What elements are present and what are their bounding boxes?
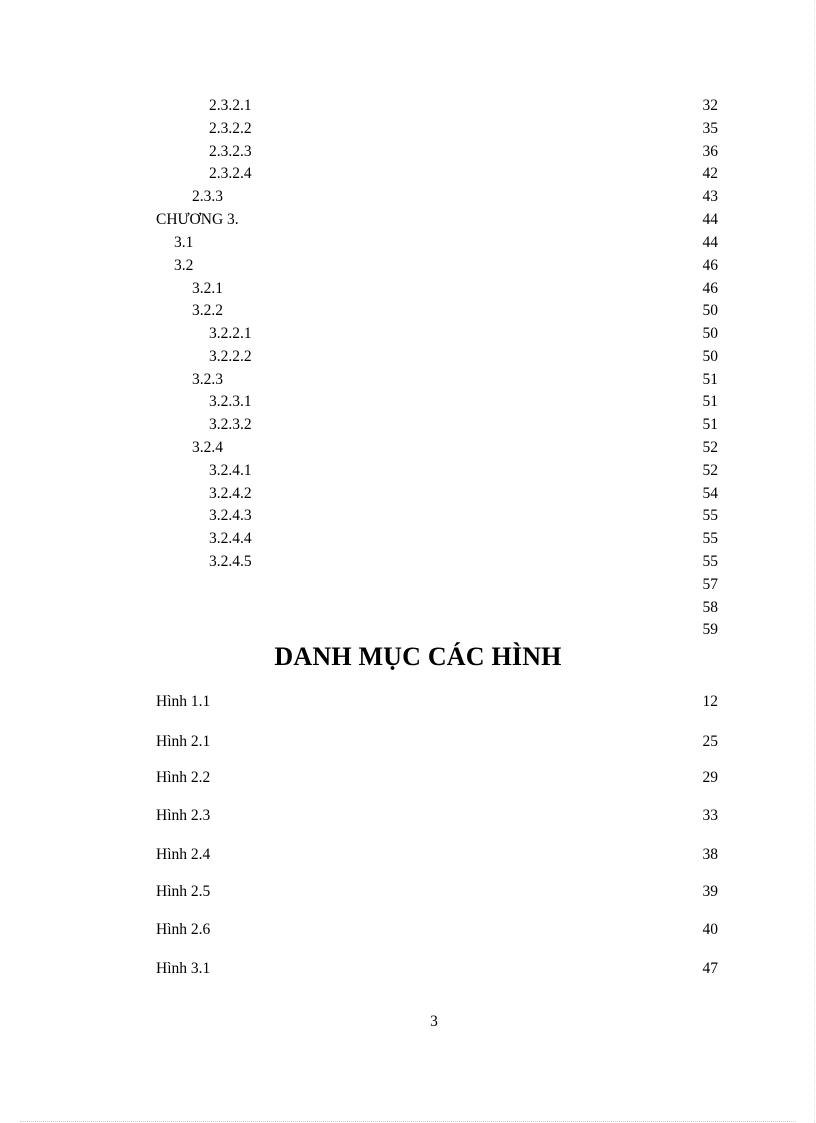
toc-number: 3.2.4 [192, 439, 223, 456]
toc-page: 55 [702, 553, 718, 570]
toc-number: 3.2.3.1 [209, 393, 252, 410]
toc-page: 55 [702, 507, 718, 524]
toc-number: 2.3.2.3 [209, 143, 252, 160]
toc-page: 50 [702, 325, 718, 342]
figure-page: 25 [702, 733, 718, 750]
figure-number: Hình 2.1 [156, 733, 211, 750]
figure-number: Hình 1.1 [156, 693, 211, 710]
figure-number: Hình 2.5 [156, 883, 211, 900]
toc-number: 3.2.2.2 [209, 348, 252, 365]
toc-page: 51 [702, 371, 718, 388]
toc-page: 57 [702, 576, 718, 593]
toc-page: 44 [702, 211, 718, 228]
toc-page: 52 [702, 462, 718, 479]
toc-page: 35 [702, 120, 718, 137]
toc-number: 2.3.2.4 [209, 165, 252, 182]
toc-number: 3.1 [174, 234, 194, 251]
toc-page: 50 [702, 302, 718, 319]
figure-number: Hình 2.3 [156, 807, 211, 824]
toc-page: 42 [702, 165, 718, 182]
toc-page: 54 [702, 485, 718, 502]
toc-page: 55 [702, 530, 718, 547]
figure-page: 47 [702, 960, 718, 977]
figure-number: Hình 3.1 [156, 960, 211, 977]
toc-number: 3.2.4.5 [209, 553, 252, 570]
toc-page: 59 [702, 621, 718, 638]
toc-page: 46 [702, 257, 718, 274]
figure-page: 39 [702, 883, 718, 900]
toc-page: 51 [702, 393, 718, 410]
page-edge-line [814, 0, 815, 1123]
toc-page: 36 [702, 143, 718, 160]
figure-number: Hình 2.6 [156, 921, 211, 938]
toc-number: 2.3.2.2 [209, 120, 252, 137]
toc-page: 52 [702, 439, 718, 456]
figures-heading: DANH MỤC CÁC HÌNH [274, 642, 562, 671]
toc-number: 3.2.4.3 [209, 507, 252, 524]
footer-divider [20, 1121, 796, 1122]
figure-page: 29 [702, 769, 718, 786]
figure-page: 33 [702, 807, 718, 824]
toc-number: CHƯƠNG 3. [156, 211, 239, 228]
toc-number: 3.2.2 [192, 302, 223, 319]
toc-number: 3.2.3.2 [209, 416, 252, 433]
toc-page: 44 [702, 234, 718, 251]
figure-page: 38 [702, 846, 718, 863]
toc-number: 3.2.3 [192, 371, 223, 388]
toc-page: 43 [702, 188, 718, 205]
figure-page: 12 [702, 693, 718, 710]
toc-page: 50 [702, 348, 718, 365]
toc-page: 58 [702, 599, 718, 616]
toc-number: 3.2.4.2 [209, 485, 252, 502]
page-number: 3 [430, 1013, 438, 1030]
toc-number: 2.3.3 [192, 188, 223, 205]
toc-number: 3.2.2.1 [209, 325, 252, 342]
toc-page: 51 [702, 416, 718, 433]
toc-number: 3.2.4.1 [209, 462, 252, 479]
toc-number: 3.2 [174, 257, 194, 274]
toc-page: 46 [702, 280, 718, 297]
figure-page: 40 [702, 921, 718, 938]
figure-number: Hình 2.4 [156, 846, 211, 863]
toc-number: 3.2.1 [192, 280, 223, 297]
toc-page: 32 [702, 97, 718, 114]
toc-number: 3.2.4.4 [209, 530, 252, 547]
toc-number: 2.3.2.1 [209, 97, 252, 114]
figure-number: Hình 2.2 [156, 769, 211, 786]
